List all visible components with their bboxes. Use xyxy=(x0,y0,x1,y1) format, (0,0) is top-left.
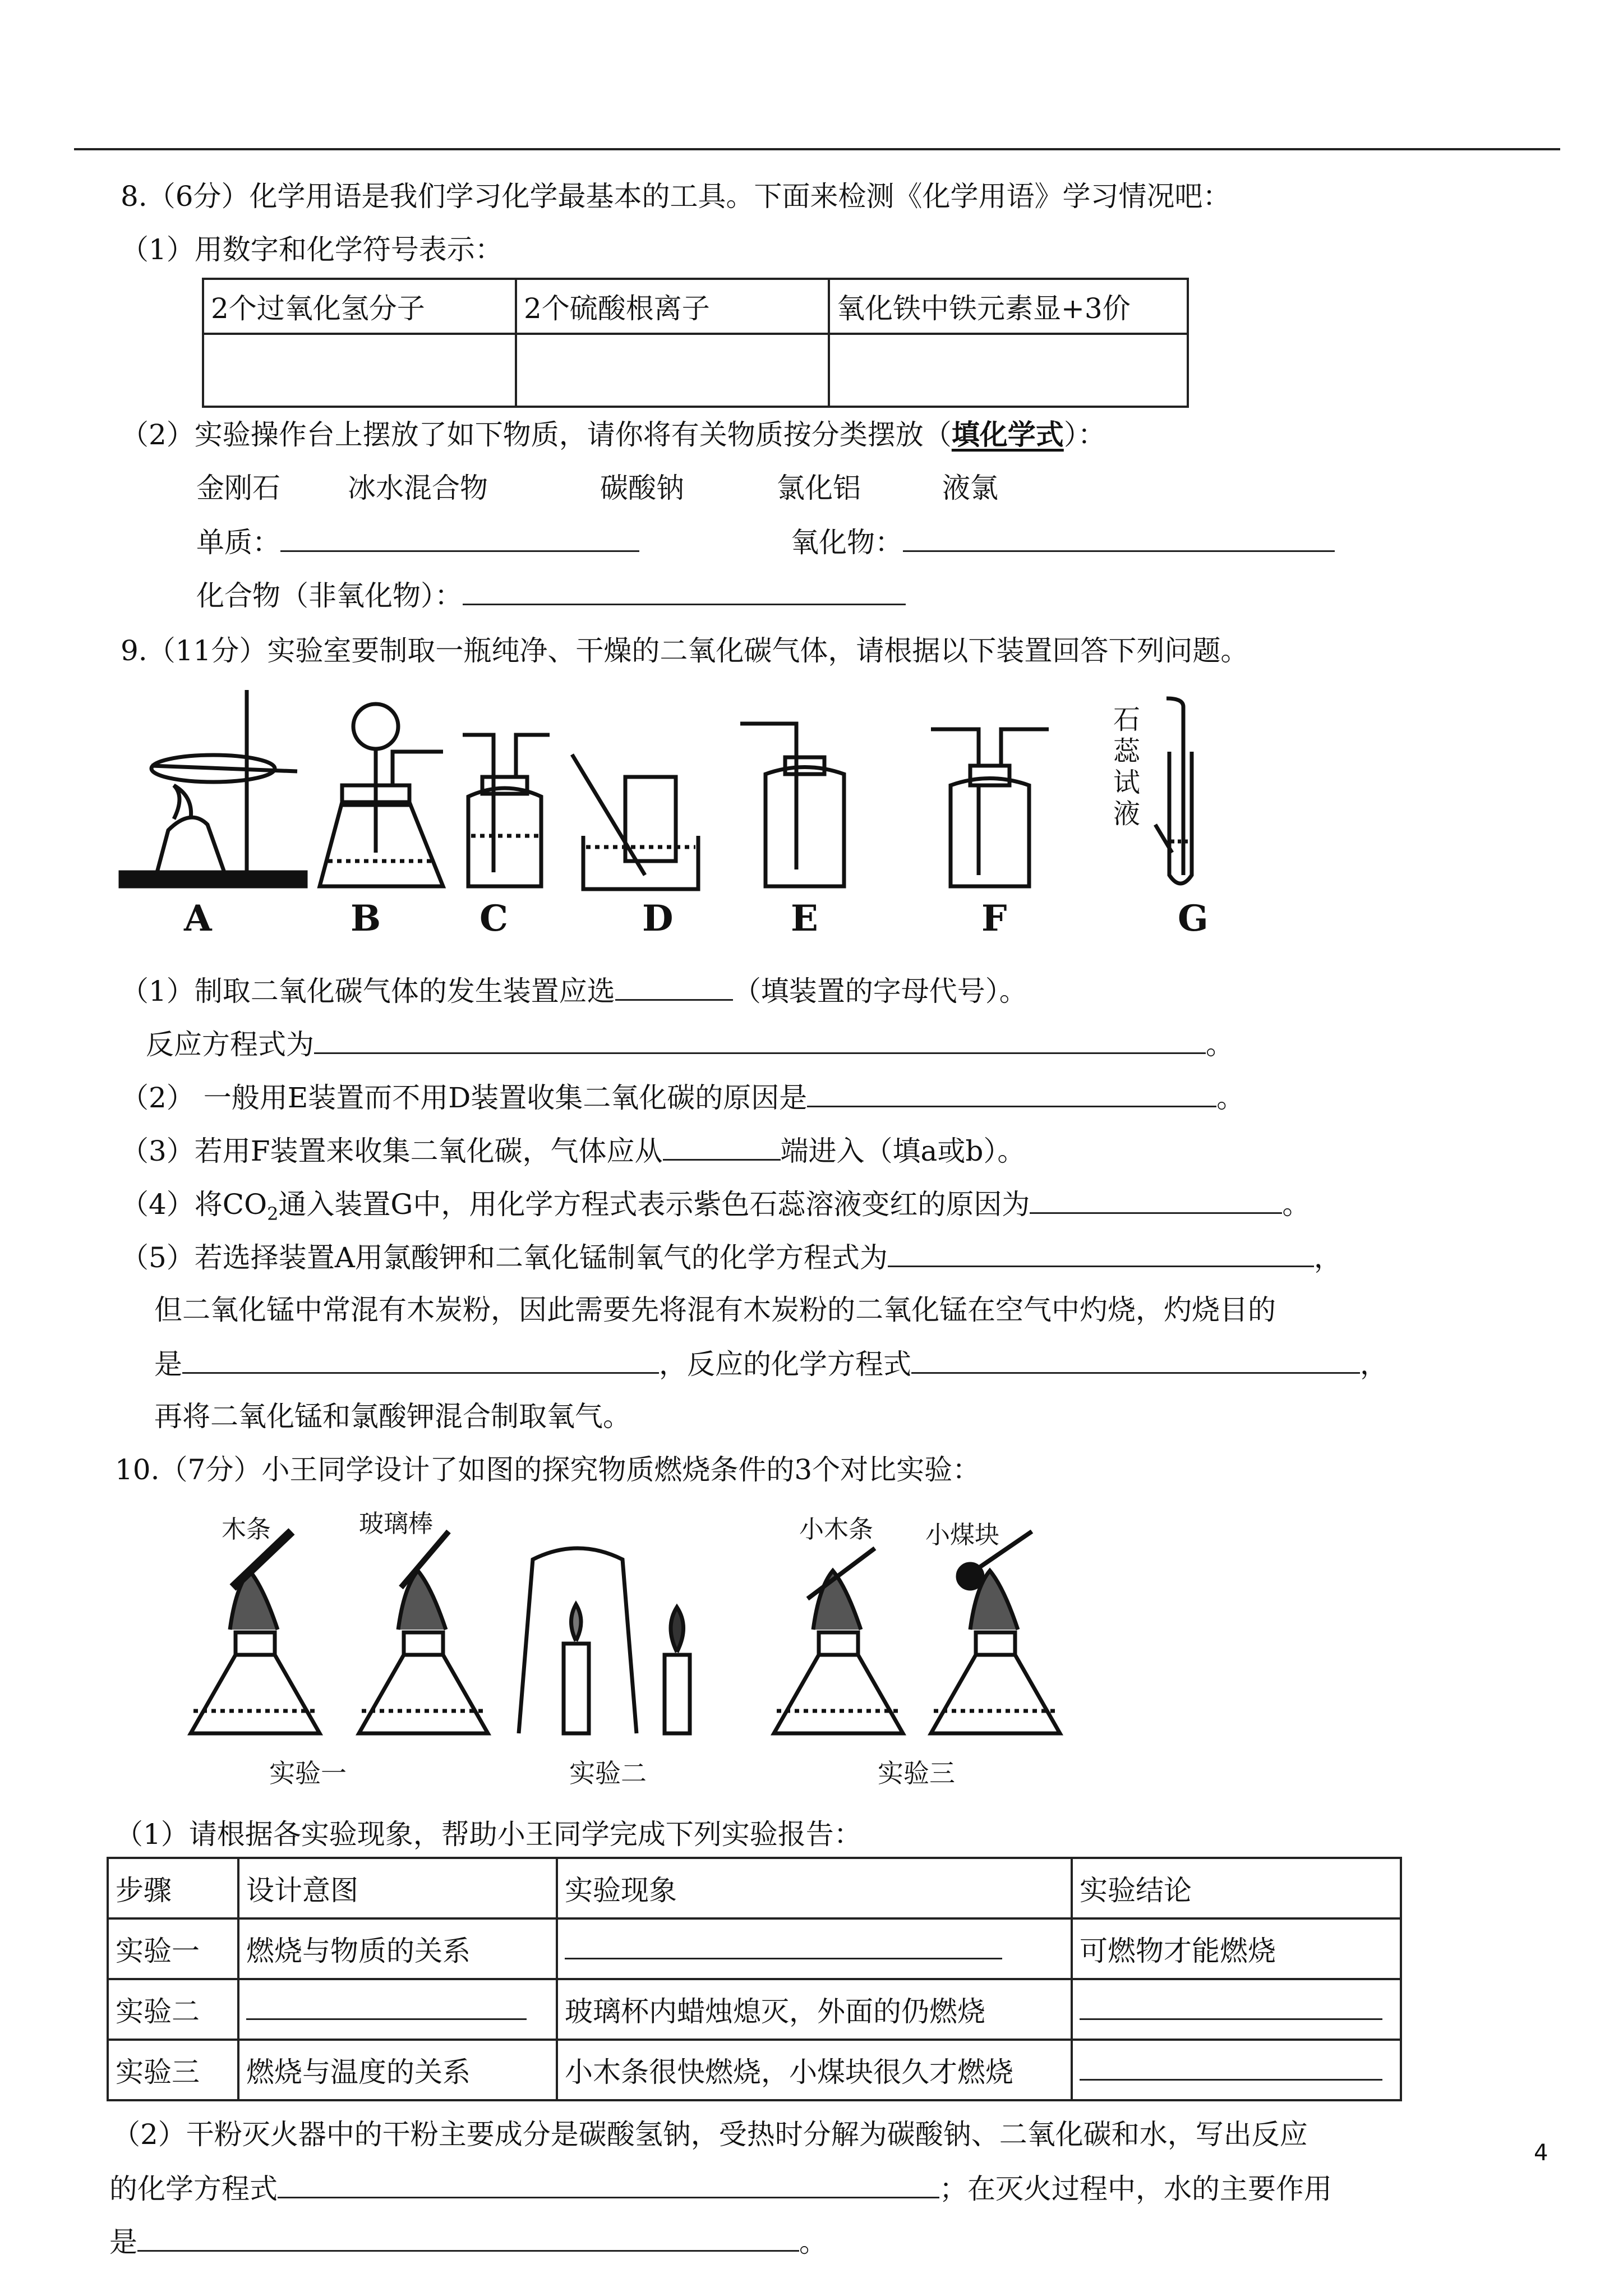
q8-oxide-blank[interactable] xyxy=(903,524,1335,552)
label-wood: 木条 xyxy=(222,1515,271,1544)
label-a: A xyxy=(184,898,212,940)
report-blank[interactable] xyxy=(246,1993,527,2020)
litmus-label: 石蕊试液 xyxy=(1113,704,1141,830)
report-cell-step: 实验一 xyxy=(108,1918,238,1979)
q9-part2-blank[interactable] xyxy=(807,1080,1216,1107)
header-rule xyxy=(74,148,1560,150)
q8-header-h2o2: 2个过氧化氢分子 xyxy=(203,279,516,334)
report-cell-phenomenon: 小木条很快燃烧，小煤块很久才燃烧 xyxy=(557,2040,1072,2100)
q9-part1-blank-device[interactable] xyxy=(615,973,733,1001)
report-cell-step: 实验二 xyxy=(108,1979,238,2040)
apparatus-e-icon xyxy=(740,724,844,886)
report-cell-conclusion: 可燃物才能燃烧 xyxy=(1072,1918,1401,1979)
apparatus-g-icon xyxy=(1155,698,1192,884)
q9-part5-blank-equation[interactable] xyxy=(888,1240,1314,1267)
q10-part2-text-c: ；在灭火过程中，水的主要作用 xyxy=(939,2173,1332,2205)
q8-oxide-line xyxy=(791,524,1335,559)
label-exp3: 实验三 xyxy=(878,1758,955,1788)
page-number: 4 xyxy=(1534,2140,1548,2166)
q8-part2-prefix: （2）实验操作台上摆放了如下物质，请你将有关物质按分类摆放（ xyxy=(121,418,952,451)
q9-part3-text-b: 端进入（填a或b）。 xyxy=(780,1135,1026,1167)
q9-part1-text-a: （1）制取二氧化碳气体的发生装置应选 xyxy=(121,975,615,1007)
apparatus-a-icon xyxy=(121,690,306,886)
q8-element-line xyxy=(196,524,639,559)
substance-2: 冰水混合物 xyxy=(348,472,488,504)
substance-1: 金刚石 xyxy=(196,472,280,504)
q9-part4-blank[interactable] xyxy=(1030,1186,1282,1214)
q10-part2-text-d: 是 xyxy=(109,2226,137,2258)
apparatus-d-icon xyxy=(572,754,698,889)
q9-part4 xyxy=(121,1186,1310,1231)
q9-part5-text-f: ， xyxy=(1360,1348,1388,1381)
q10-part2-line2 xyxy=(109,2171,1332,2206)
q10-title: 10.（7分）小王同学设计了如图的探究物质燃烧条件的3个对比实验： xyxy=(115,1453,981,1486)
apparatus-b-icon xyxy=(320,704,443,886)
q9-part5-blank-reaction[interactable] xyxy=(911,1346,1360,1374)
q8-compound-line xyxy=(196,578,906,613)
alcohol-lamp-4-icon xyxy=(931,1571,1060,1733)
report-header-intent: 设计意图 xyxy=(238,1858,557,1918)
q8-answer-cell-1[interactable] xyxy=(203,334,516,407)
report-blank[interactable] xyxy=(1080,1993,1382,2020)
q8-part2 xyxy=(121,418,1106,452)
label-e: E xyxy=(791,898,818,940)
q8-answer-table xyxy=(202,278,1189,408)
label-g: G xyxy=(1178,898,1209,940)
apparatus-f-icon xyxy=(931,729,1049,886)
q10-part1: （1）请根据各实验现象，帮助小王同学完成下列实验报告： xyxy=(115,1818,862,1851)
report-cell-conclusion[interactable] xyxy=(1072,1979,1401,2040)
q9-part5-text-b: ， xyxy=(1313,1241,1342,1274)
candle-icon xyxy=(665,1607,690,1733)
label-small-coal: 小煤块 xyxy=(925,1521,999,1549)
q9-part5-line2: 但二氧化锰中常混有木炭粉，因此需要先将混有木炭粉的二氧化锰在空气中灼烧，灼烧目的 xyxy=(154,1294,1276,1326)
report-header-step: 步骤 xyxy=(108,1858,238,1918)
report-cell-step: 实验三 xyxy=(108,2040,238,2100)
label-glass-rod: 玻璃棒 xyxy=(359,1510,433,1538)
q8-header-fe2o3: 氧化铁中铁元素显+3价 xyxy=(829,279,1188,334)
q10-part2-line3 xyxy=(109,2224,827,2259)
report-cell-intent[interactable] xyxy=(238,1979,557,2040)
q9-part5-text-e: ，反应的化学方程式 xyxy=(659,1348,911,1381)
q8-part2-suffix: ）： xyxy=(1063,418,1106,451)
q9-part1-text-b: （填装置的字母代号）。 xyxy=(732,975,1027,1007)
report-blank[interactable] xyxy=(1080,2053,1382,2081)
label-exp2: 实验二 xyxy=(569,1758,647,1788)
apparatus-c-icon xyxy=(463,735,550,886)
glass-rod-icon xyxy=(401,1531,449,1588)
experiment-report-table xyxy=(107,1857,1402,2101)
q9-part3-text-a: （3）若用F装置来收集二氧化碳，气体应从 xyxy=(121,1135,663,1167)
q9-part5 xyxy=(121,1240,1342,1274)
report-row xyxy=(108,1918,1401,1979)
q8-title: 8.（6分）化学用语是我们学习化学最基本的工具。下面来检测《化学用语》学习情况吧： xyxy=(121,180,1231,213)
q9-part1-text-c: 反应方程式为 xyxy=(146,1028,314,1061)
substance-4: 氯化铝 xyxy=(777,472,861,504)
q9-part1-equation-line xyxy=(146,1027,1234,1061)
q9-part4-text-a: （4）将CO xyxy=(121,1188,268,1221)
q9-part1-blank-equation[interactable] xyxy=(314,1027,1206,1054)
label-d: D xyxy=(642,898,674,940)
q8-answer-cell-2[interactable] xyxy=(516,334,829,407)
q9-part1-text-d: 。 xyxy=(1206,1028,1234,1061)
report-cell-conclusion[interactable] xyxy=(1072,2040,1401,2100)
report-row xyxy=(108,2040,1401,2100)
alcohol-lamp-3-icon xyxy=(774,1571,903,1733)
small-wood-icon xyxy=(808,1548,875,1599)
q9-part4-text-b: 通入装置G中，用化学方程式表示紫色石蕊溶液变红的原因为 xyxy=(278,1188,1030,1221)
q9-part4-subscript: 2 xyxy=(267,1203,279,1225)
report-cell-intent: 燃烧与物质的关系 xyxy=(238,1918,557,1979)
q9-title: 9.（11分）实验室要制取一瓶纯净、干燥的二氧化碳气体，请根据以下装置回答下列问题。 xyxy=(121,634,1249,667)
q10-part2-blank-water-role[interactable] xyxy=(137,2224,799,2252)
q10-part2-text-b: 的化学方程式 xyxy=(109,2173,278,2205)
q10-part2-text-e: 。 xyxy=(799,2226,827,2258)
q8-element-blank[interactable] xyxy=(280,524,639,552)
report-blank[interactable] xyxy=(565,1932,1002,1959)
glass-cup-candle-icon xyxy=(519,1548,637,1733)
report-cell-phenomenon: 玻璃杯内蜡烛熄灭，外面的仍燃烧 xyxy=(557,1979,1072,2040)
label-exp1: 实验一 xyxy=(269,1758,347,1788)
alcohol-lamp-2-icon xyxy=(359,1571,488,1733)
q9-part2-text-a: （2） 一般用E装置而不用D装置收集二氧化碳的原因是 xyxy=(121,1082,808,1114)
q9-part2 xyxy=(121,1080,1244,1115)
q8-part2-emphasis: 填化学式 xyxy=(951,418,1064,451)
q9-part3-blank[interactable] xyxy=(663,1133,781,1161)
q9-part5-line4: 再将二氧化锰和氯酸钾混合制取氧气。 xyxy=(154,1400,631,1433)
q8-part1: （1）用数字和化学符号表示： xyxy=(121,233,503,266)
small-coal-icon xyxy=(958,1564,983,1589)
report-row xyxy=(108,1979,1401,2040)
report-cell-intent: 燃烧与温度的关系 xyxy=(238,2040,557,2100)
q10-part2-line1: （2）干粉灭火器中的干粉主要成分是碳酸氢钠，受热时分解为碳酸钠、二氧化碳和水，写出反应 xyxy=(112,2118,1308,2151)
q9-part5-line3 xyxy=(154,1346,1388,1381)
report-header-phenomenon: 实验现象 xyxy=(557,1858,1072,1918)
q8-answer-cell-3[interactable] xyxy=(829,334,1188,407)
q9-part1 xyxy=(121,973,1027,1008)
label-small-wood: 小木条 xyxy=(799,1515,873,1544)
alcohol-lamp-1-icon xyxy=(191,1571,320,1733)
q9-part5-text-a: （5）若选择装置A用氯酸钾和二氧化锰制氧气的化学方程式为 xyxy=(121,1241,888,1274)
q9-part2-text-b: 。 xyxy=(1216,1082,1245,1114)
q9-part5-blank-purpose[interactable] xyxy=(182,1346,659,1374)
report-cell-phenomenon[interactable] xyxy=(557,1918,1072,1979)
substance-5: 液氯 xyxy=(942,472,998,504)
q9-part3 xyxy=(121,1133,1025,1168)
q8-compound-label: 化合物（非氧化物）： xyxy=(196,579,463,612)
q8-element-label: 单质： xyxy=(196,526,280,559)
label-c: C xyxy=(479,898,508,940)
q8-header-sulfate: 2个硫酸根离子 xyxy=(516,279,829,334)
label-b: B xyxy=(351,898,381,940)
label-f: F xyxy=(981,898,1007,940)
q10-part2-blank-equation[interactable] xyxy=(278,2171,939,2198)
q9-part5-text-d: 是 xyxy=(154,1348,182,1381)
substance-3: 碳酸钠 xyxy=(600,472,684,504)
q9-part4-text-c: 。 xyxy=(1282,1188,1311,1221)
report-header-conclusion: 实验结论 xyxy=(1072,1858,1401,1918)
q8-oxide-label: 氧化物： xyxy=(791,526,903,559)
q8-compound-blank[interactable] xyxy=(463,578,906,605)
